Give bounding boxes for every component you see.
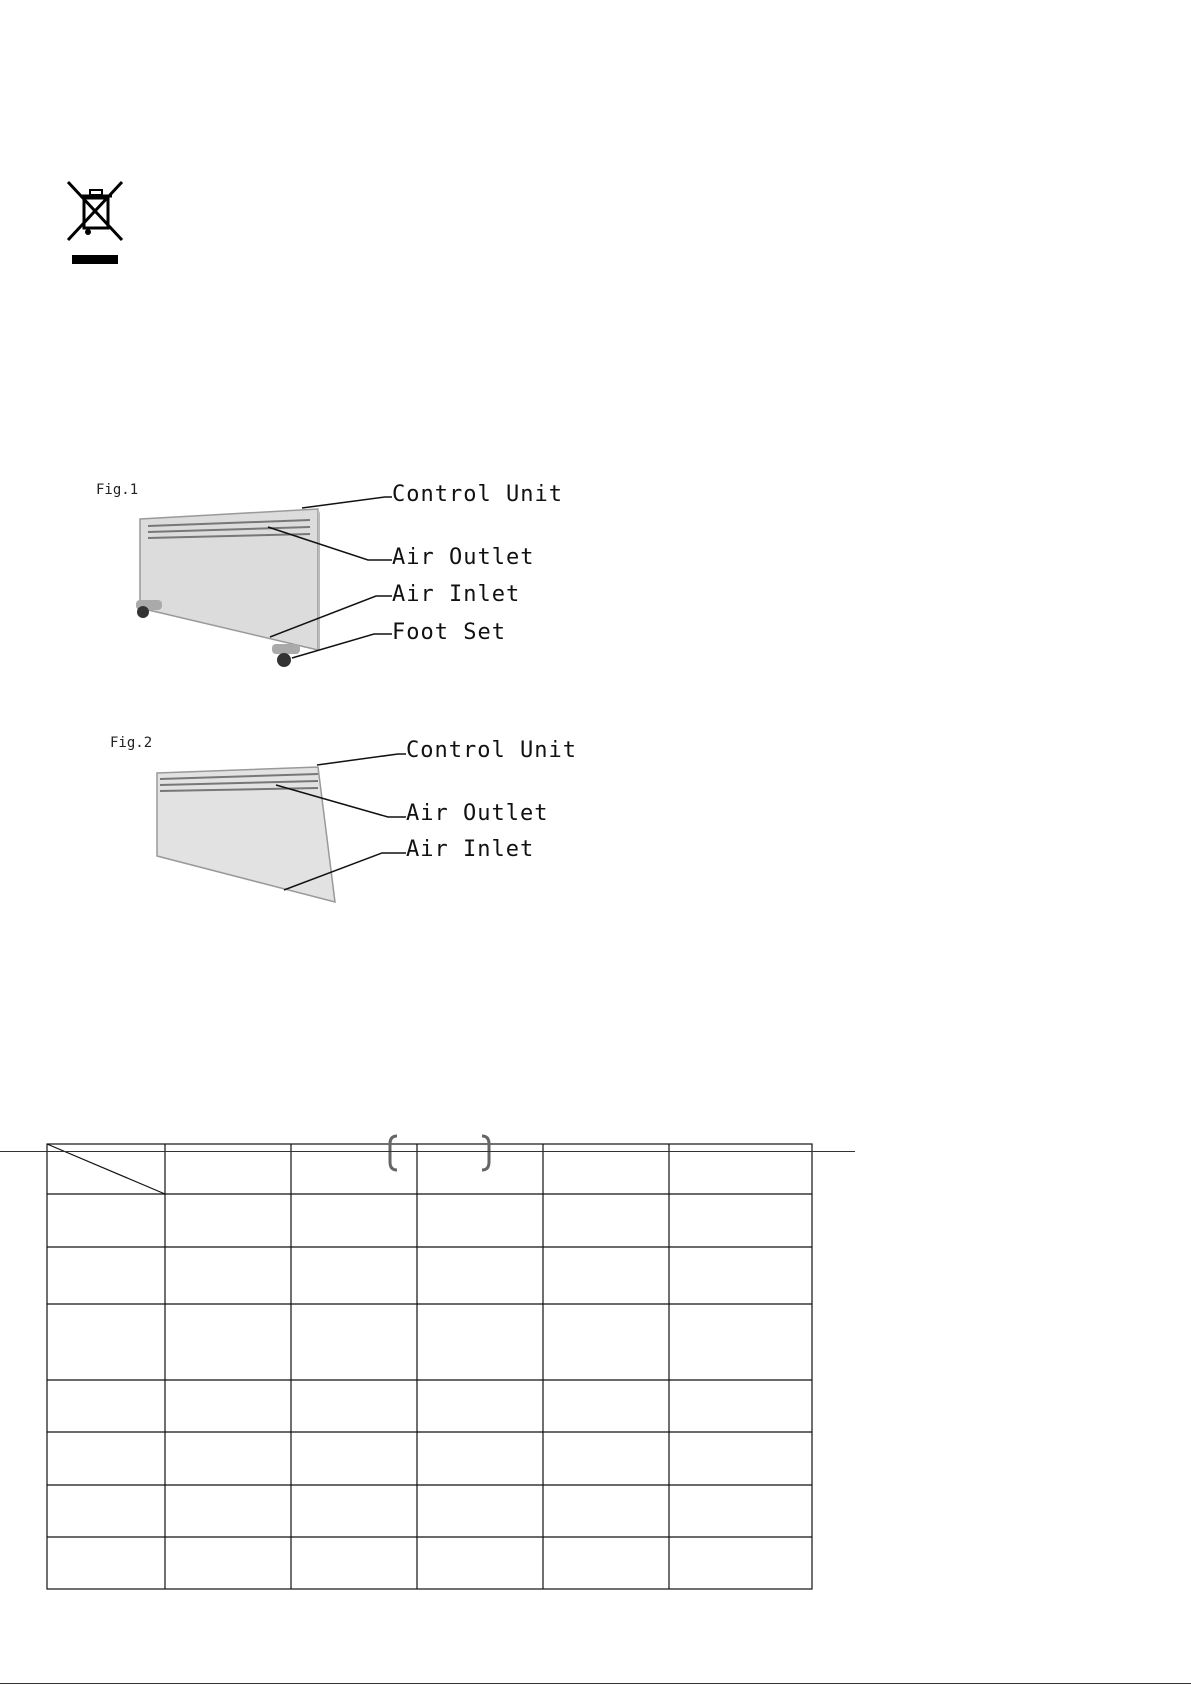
fig1-foot-set-label: Foot Set — [392, 620, 506, 645]
fig1-air-inlet-label: Air Inlet — [392, 582, 521, 607]
figure-2-heater-panel — [157, 767, 335, 902]
fig2-air-outlet-label: Air Outlet — [406, 801, 549, 826]
page-divider — [0, 1151, 855, 1152]
header-brackets — [390, 1136, 489, 1170]
fig1-air-outlet-label: Air Outlet — [392, 545, 535, 570]
figure-2-label: Fig.2 — [110, 735, 153, 751]
spec-table-grid — [47, 1144, 812, 1589]
fig2-air-inlet-label: Air Inlet — [406, 837, 535, 862]
footer-divider — [0, 1683, 1191, 1684]
weee-symbol — [66, 176, 126, 268]
figure-1-foot-set — [136, 600, 300, 667]
figure-1-air-outlet-vents — [148, 520, 310, 538]
crossed-out-wheelie-bin-icon — [66, 176, 126, 268]
figure-1-heater-panel — [140, 509, 318, 650]
fig2-control-unit-label: Control Unit — [406, 738, 577, 763]
figure-2-air-outlet-vents — [160, 774, 318, 791]
figure-1-label: Fig.1 — [96, 482, 139, 498]
fig1-control-unit-label: Control Unit — [392, 482, 563, 507]
